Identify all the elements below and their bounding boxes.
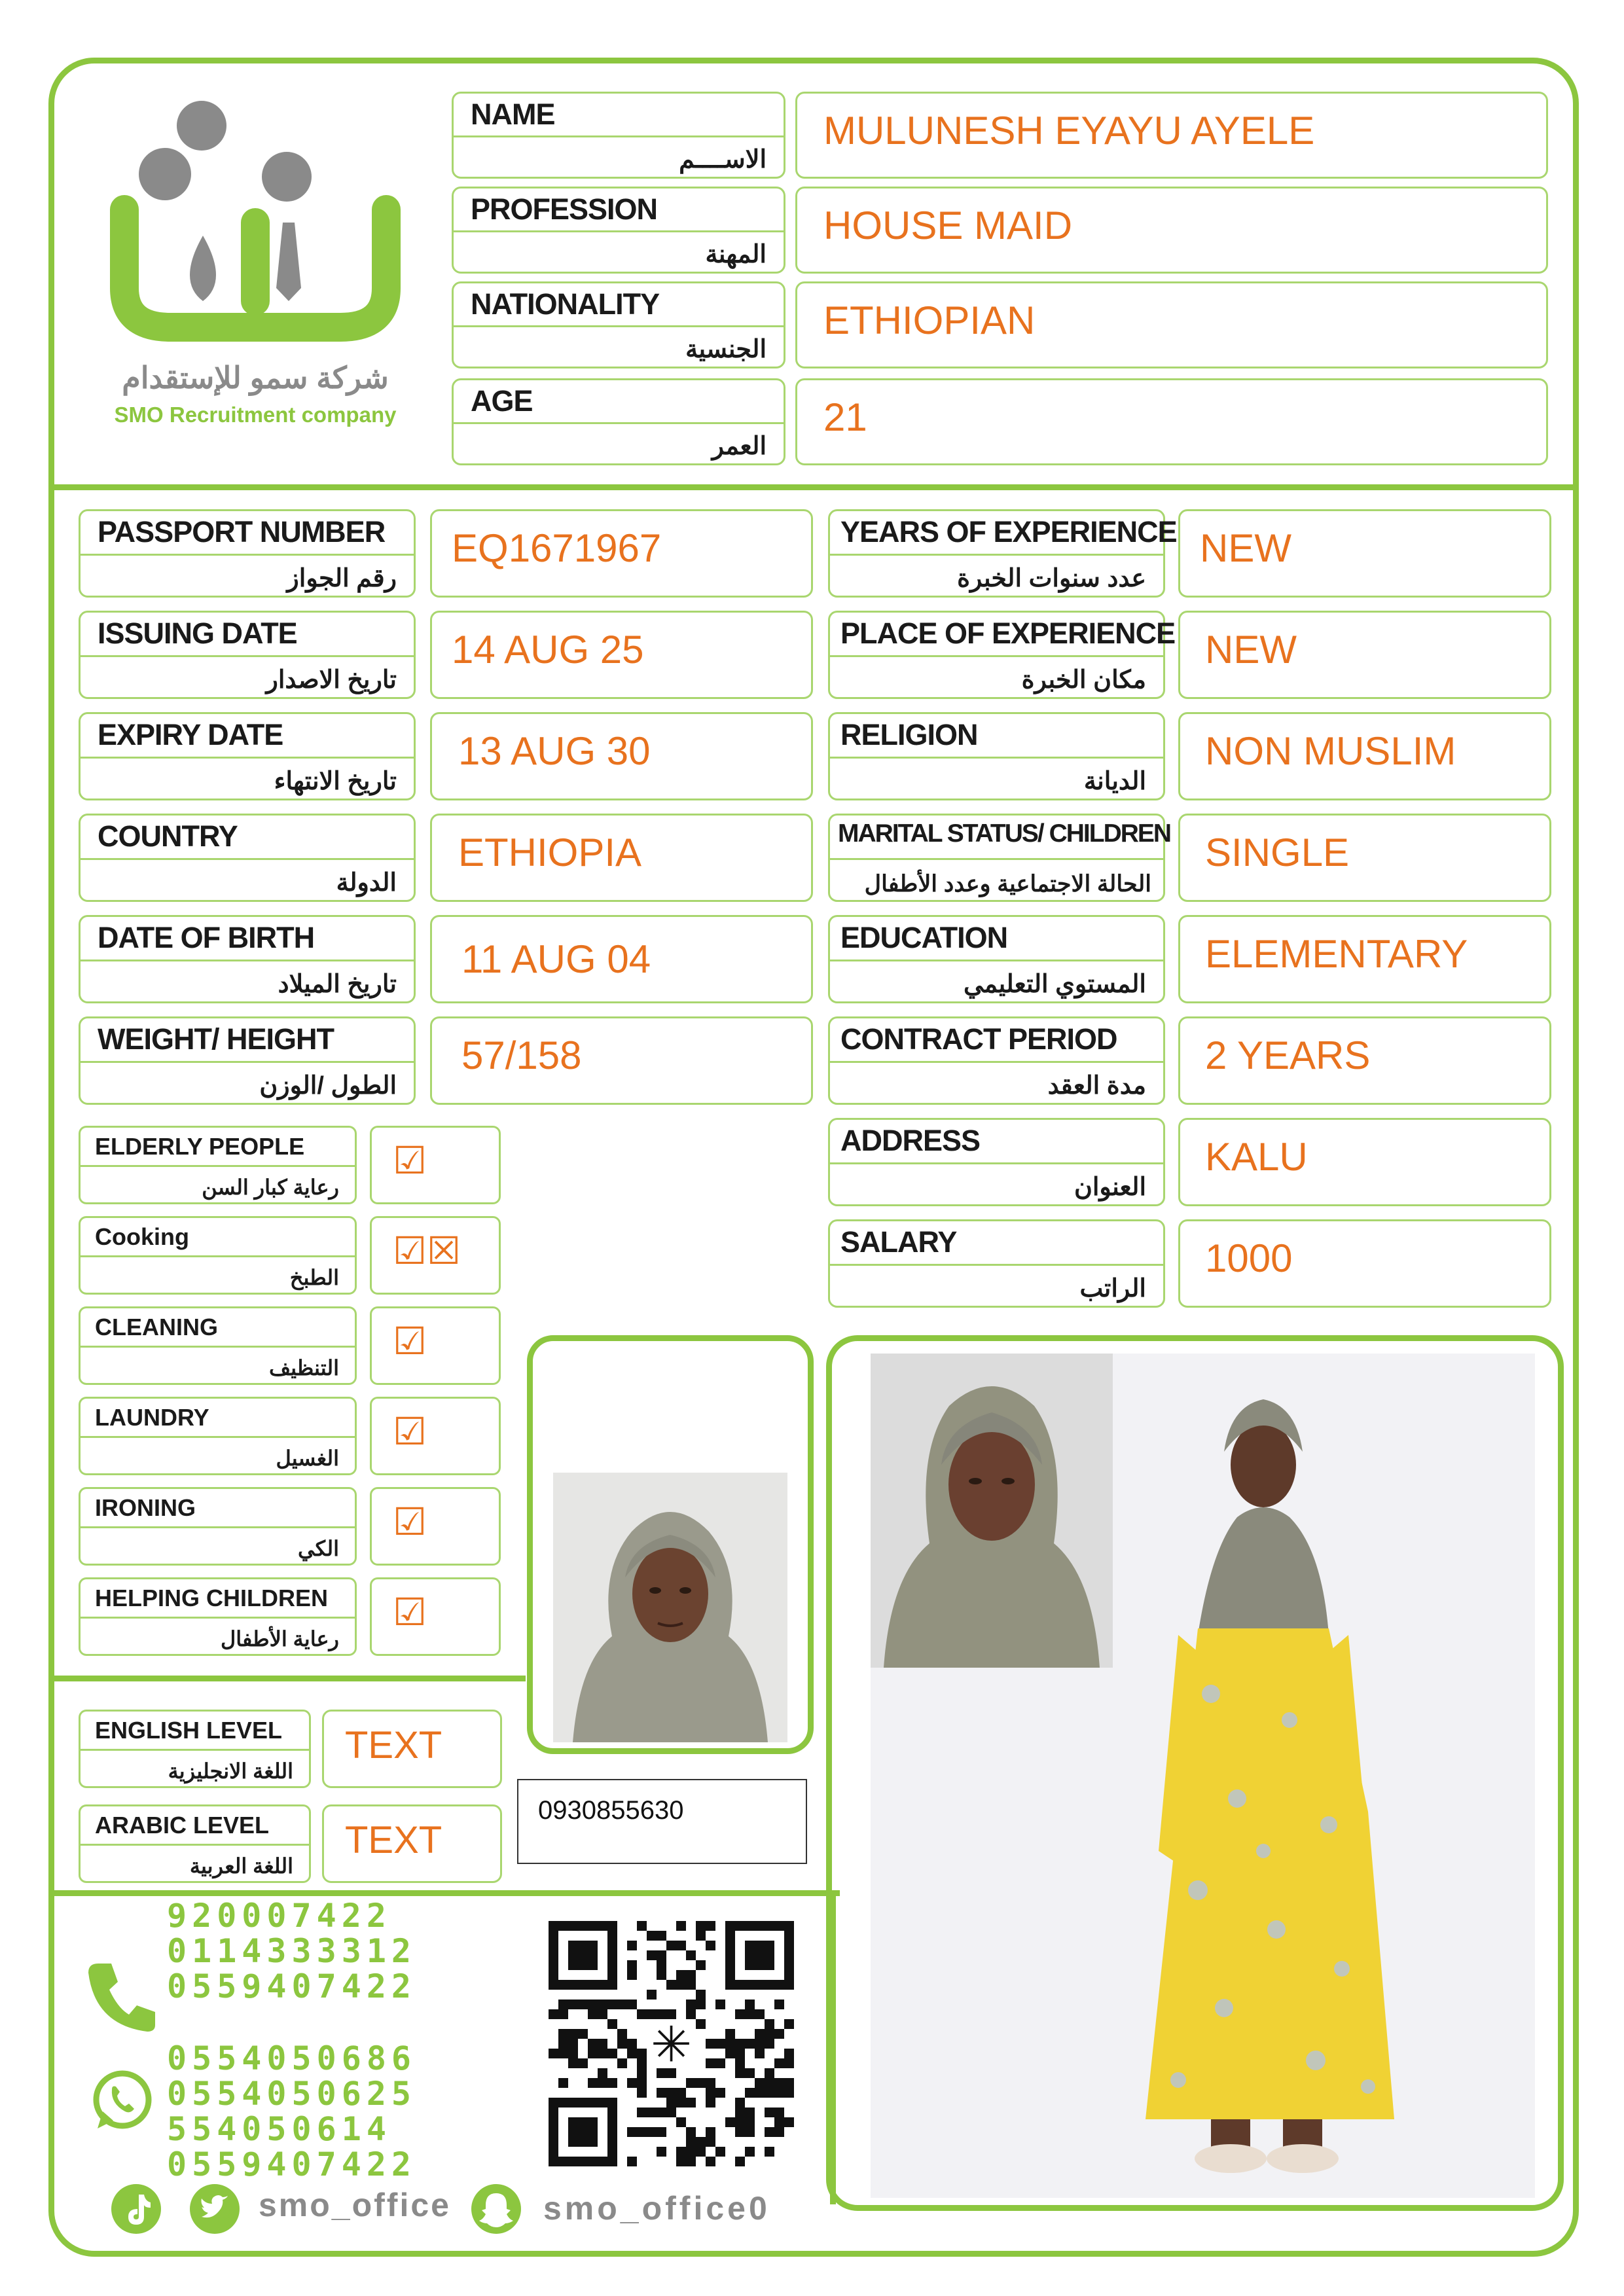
years-of-experience-label: YEARS OF EXPERIENCE عدد سنوات الخبرة [828, 509, 1165, 598]
twitter-icon [189, 2183, 241, 2235]
date-of-birth-value: 11 AUG 04 [430, 915, 813, 1003]
phone-icon [82, 1957, 160, 2036]
nationality-value: ETHIOPIAN [795, 281, 1548, 368]
name-label: NAME الاســــم [452, 92, 785, 179]
religion-label: RELIGION الديانة [828, 712, 1165, 800]
english-level-label: ENGLISH LEVEL اللغة الانجليزية [79, 1710, 311, 1788]
marital-status-label: MARITAL STATUS/ CHILDREN الحالة الاجتماعية وعدد الأطفال [828, 814, 1165, 902]
phone-number-1: 920007422 [167, 1897, 391, 1935]
social-handle-2: smo_office0 [543, 2190, 770, 2227]
phone-number-box: 0930855630 [517, 1779, 807, 1864]
passport-number-value: EQ1671967 [430, 509, 813, 598]
arabic-level-label: ARABIC LEVEL اللغة العربية [79, 1804, 311, 1883]
skill-cleaning-label: CLEANING التنظيف [79, 1306, 357, 1385]
full-body-photo [871, 1354, 1535, 2198]
passport-number-label: PASSPORT NUMBER رقم الجواز [79, 509, 416, 598]
contract-period-label: CONTRACT PERIOD مدة العقد [828, 1016, 1165, 1105]
skill-ironing-label: IRONING الكي [79, 1487, 357, 1566]
skill-elderly-label: ELDERLY PEOPLE رعاية كبار السن [79, 1126, 357, 1204]
education-label: EDUCATION المستوي التعليمي [828, 915, 1165, 1003]
address-value: KALU [1178, 1118, 1551, 1206]
arabic-level-value: TEXT [322, 1804, 502, 1883]
skill-elderly-checkbox: ☑ [370, 1126, 501, 1204]
issuing-date-label: ISSUING DATE تاريخ الاصدار [79, 611, 416, 699]
whatsapp-number-4: 0559407422 [167, 2145, 417, 2183]
footer-divider [54, 1890, 840, 1896]
name-value: MULUNESH EYAYU AYELE [795, 92, 1548, 179]
salary-label: SALARY الراتب [828, 1219, 1165, 1308]
salary-value: 1000 [1178, 1219, 1551, 1308]
company-name-ar: شركة سمو للإستقدام [122, 361, 389, 395]
address-label: ADDRESS العنوان [828, 1118, 1165, 1206]
whatsapp-number-2: 0554050625 [167, 2075, 417, 2113]
header-divider [54, 484, 1573, 490]
company-logo [105, 92, 406, 432]
skill-laundry-label: LAUNDRY الغسيل [79, 1397, 357, 1475]
logo-mark-icon [105, 92, 406, 353]
issuing-date-value: 14 AUG 25 [430, 611, 813, 699]
svg-text:✳: ✳ [651, 2017, 692, 2072]
english-level-value: TEXT [322, 1710, 502, 1788]
age-label: AGE العمر [452, 378, 785, 465]
date-of-birth-label: DATE OF BIRTH تاريخ الميلاد [79, 915, 416, 1003]
weight-height-value: 57/158 [430, 1016, 813, 1105]
expiry-date-value: 13 AUG 30 [430, 712, 813, 800]
marital-status-value: SINGLE [1178, 814, 1551, 902]
religion-value: NON MUSLIM [1178, 712, 1551, 800]
tiktok-icon [110, 2183, 162, 2235]
qr-code [549, 1921, 794, 2166]
place-of-experience-label: PLACE OF EXPERIENCE مكان الخبرة [828, 611, 1165, 699]
snapchat-icon [470, 2183, 522, 2235]
education-value: ELEMENTARY [1178, 915, 1551, 1003]
whatsapp-number-1: 0554050686 [167, 2039, 417, 2077]
age-value: 21 [795, 378, 1548, 465]
weight-height-label: WEIGHT/ HEIGHT الطول /الوزن [79, 1016, 416, 1105]
qr-code-icon [549, 1921, 794, 2166]
social-handle-1: smo_office [259, 2187, 451, 2223]
place-of-experience-value: NEW [1178, 611, 1551, 699]
nationality-label: NATIONALITY الجنسية [452, 281, 785, 368]
country-value: ETHIOPIA [430, 814, 813, 902]
skill-cooking-label: Cooking الطبخ [79, 1216, 357, 1295]
skills-divider [54, 1676, 526, 1681]
skill-cleaning-checkbox: ☑ [370, 1306, 501, 1385]
skill-helping-children-label: HELPING CHILDREN رعاية الأطفال [79, 1577, 357, 1656]
phone-number-2: 0114333312 [167, 1932, 417, 1970]
skill-helping-children-checkbox: ☑ [370, 1577, 501, 1656]
expiry-date-label: EXPIRY DATE تاريخ الانتهاء [79, 712, 416, 800]
profession-value: HOUSE MAID [795, 187, 1548, 274]
whatsapp-icon [88, 2068, 154, 2134]
phone-number-3: 0559407422 [167, 1967, 417, 2005]
skill-ironing-checkbox: ☑ [370, 1487, 501, 1566]
years-of-experience-value: NEW [1178, 509, 1551, 598]
skill-laundry-checkbox: ☑ [370, 1397, 501, 1475]
company-name-en: SMO Recruitment company [114, 403, 397, 427]
whatsapp-number-3: 554050614 [167, 2110, 391, 2148]
passport-photo [553, 1473, 787, 1742]
profession-label: PROFESSION المهنة [452, 187, 785, 274]
country-label: COUNTRY الدولة [79, 814, 416, 902]
contract-period-value: 2 YEARS [1178, 1016, 1551, 1105]
skill-cooking-checkbox: ☑☒ [370, 1216, 501, 1295]
